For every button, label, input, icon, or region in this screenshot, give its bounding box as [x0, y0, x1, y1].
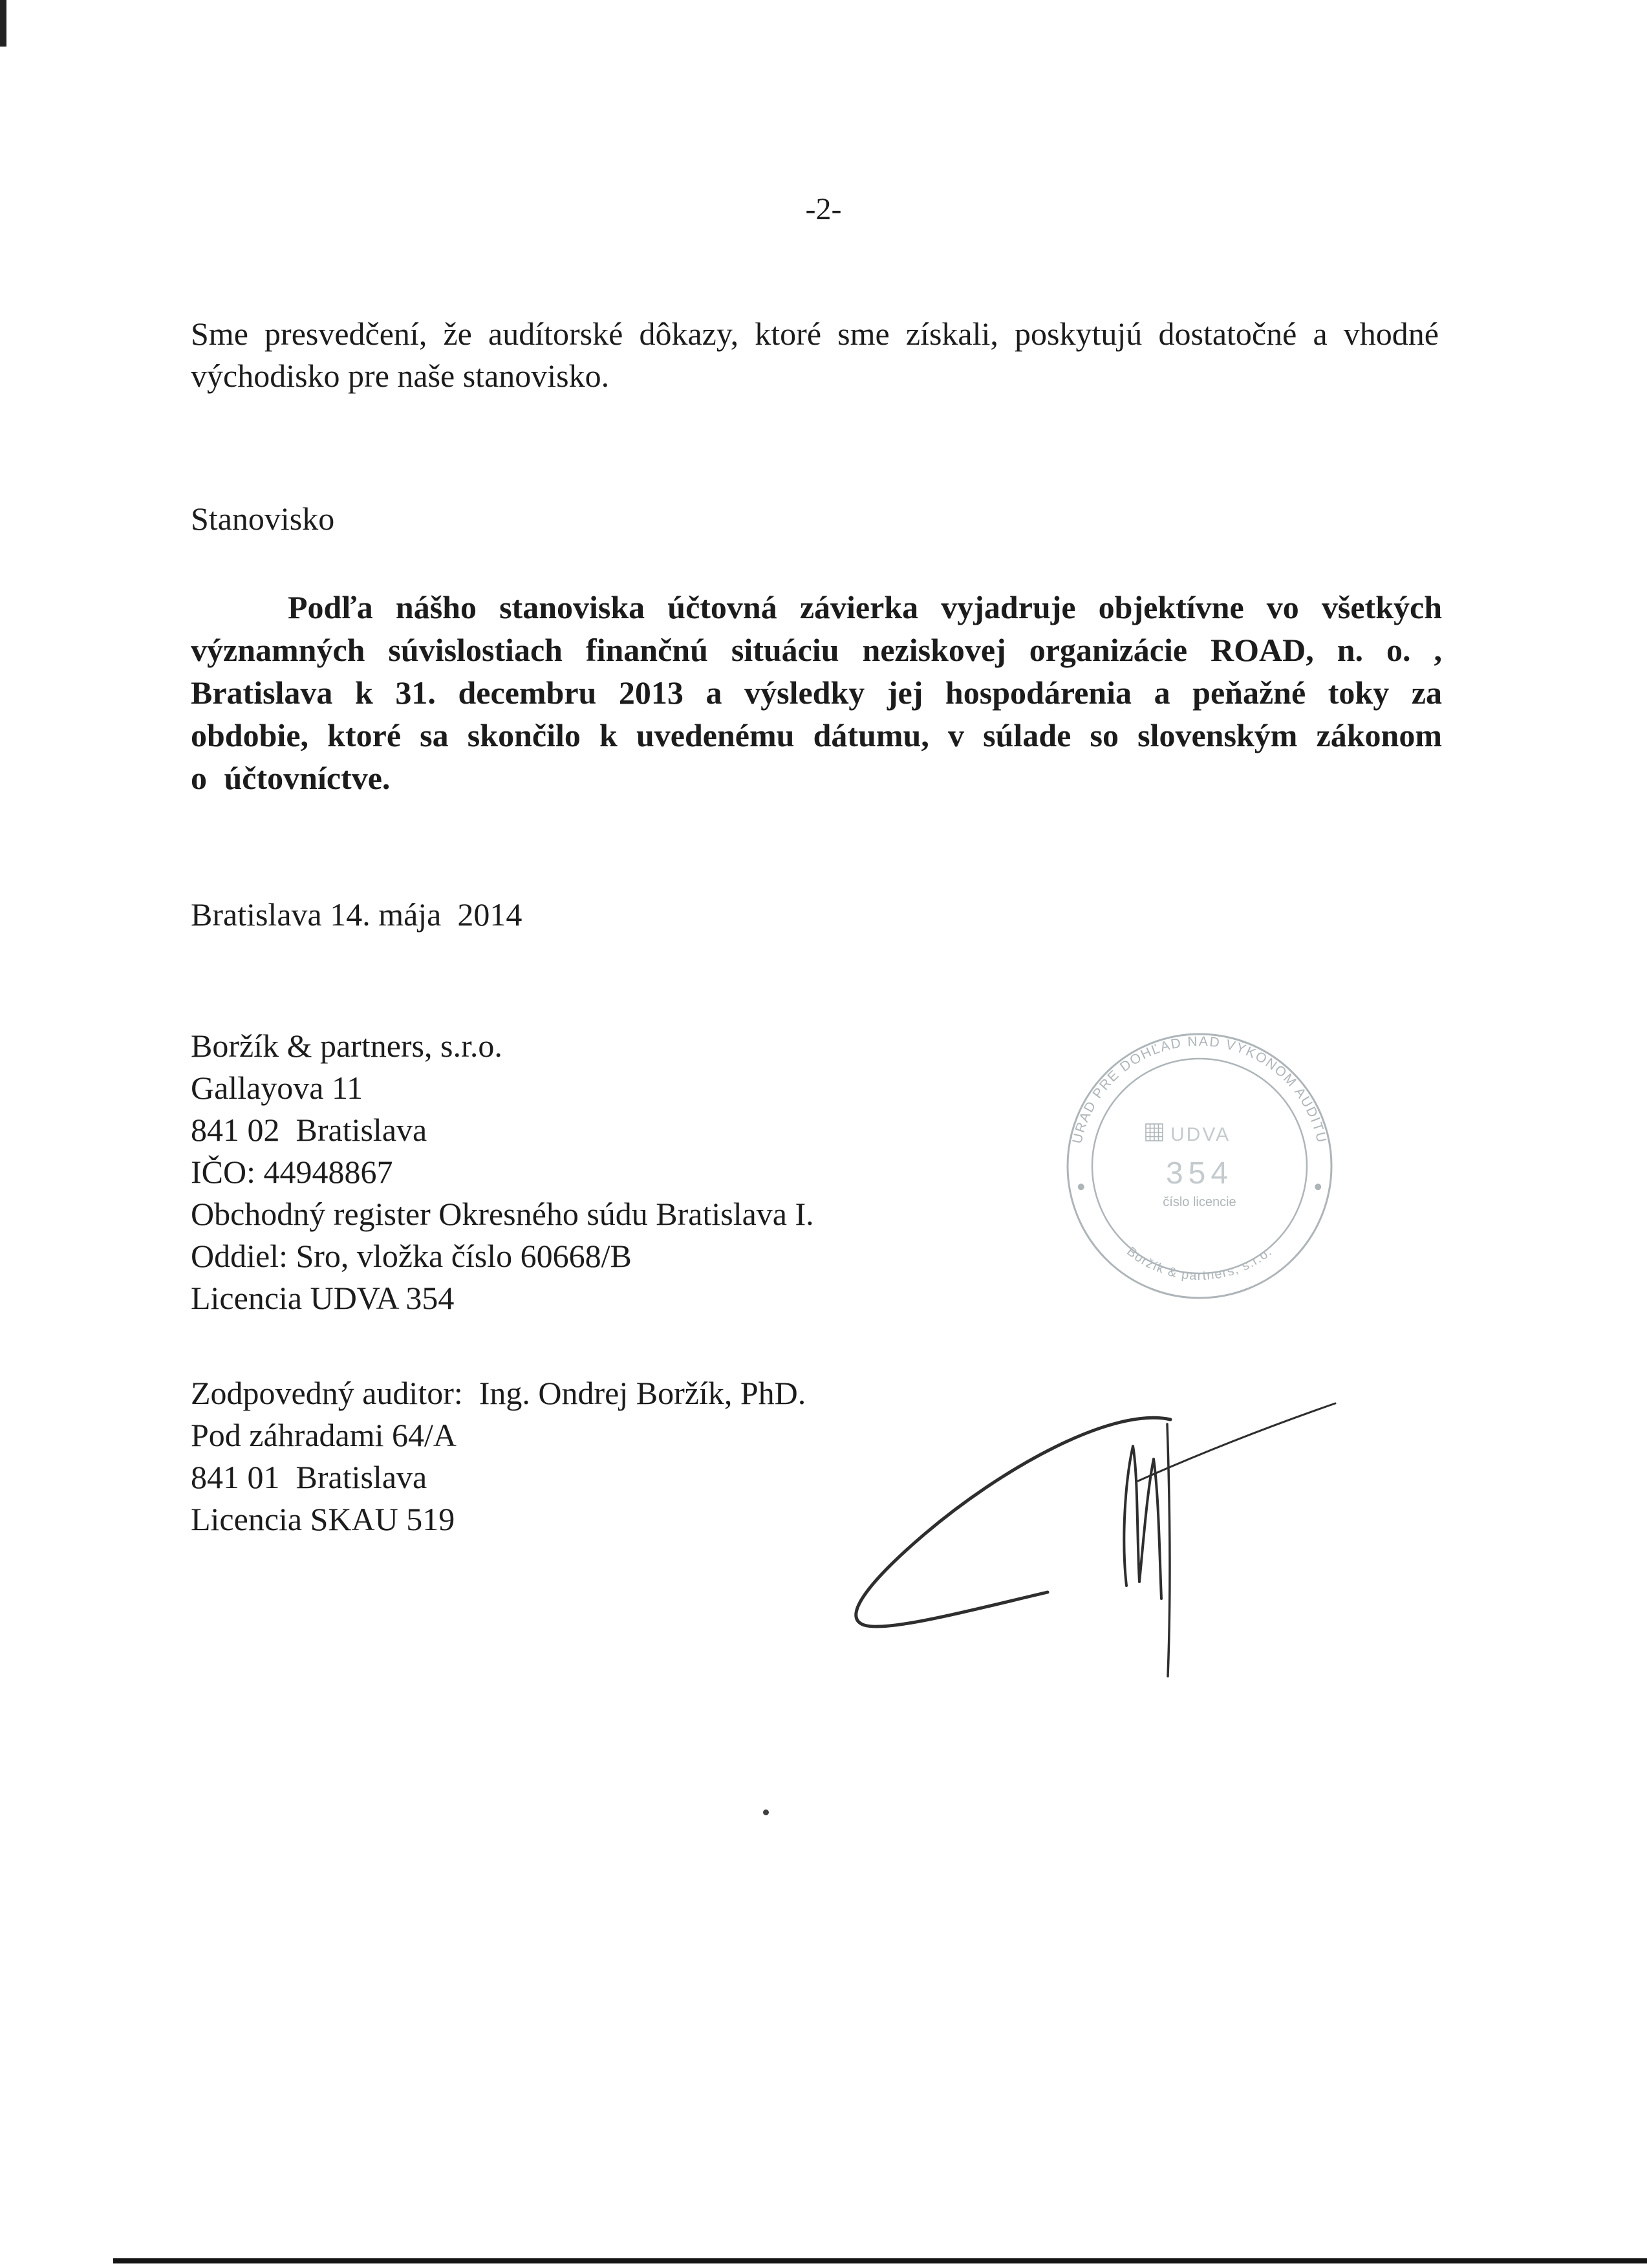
- page-number: -2-: [805, 192, 842, 226]
- auditor-license: Licencia SKAU 519: [191, 1501, 455, 1537]
- stamp-org-abbr: UDVA: [1170, 1124, 1231, 1145]
- stamp-license-label: číslo licencie: [1163, 1195, 1236, 1209]
- udva-license-stamp: [1054, 1021, 1345, 1312]
- scan-dot-artifact: [763, 1809, 769, 1815]
- scan-corner-artifact: [0, 0, 6, 47]
- dateline: Bratislava 14. mája 2014: [191, 896, 522, 933]
- stamp-right-dot: [1315, 1183, 1321, 1190]
- firm-city: 841 02 Bratislava: [191, 1112, 427, 1148]
- signature-zigzag-stroke: [1124, 1446, 1161, 1599]
- scan-bottom-edge-line: [113, 2258, 1647, 2263]
- firm-register: Obchodný register Okresného súdu Bratislava I.: [191, 1196, 814, 1232]
- responsible-auditor-block: [191, 1372, 806, 1540]
- stamp-left-dot: [1078, 1183, 1084, 1190]
- stamp-license-number: 354: [1165, 1156, 1234, 1191]
- udva-logo-icon: [1146, 1124, 1163, 1141]
- signature: [834, 1384, 1339, 1681]
- intro-paragraph: Sme presvedčení, že audítorské dôkazy, ktoré sme získali, poskytujú dostatočné a vhodné východisko pre naše stanovisko.: [191, 316, 1439, 394]
- firm-register-section: Oddiel: Sro, vložka číslo 60668/B: [191, 1238, 632, 1274]
- audit-firm-block: [191, 1025, 814, 1319]
- auditor-street: Pod záhradami 64/A: [191, 1417, 457, 1453]
- signature-vertical-stroke: [1167, 1424, 1170, 1676]
- firm-street: Gallayova 11: [191, 1070, 363, 1106]
- auditor-name-line: Zodpovedný auditor: Ing. Ondrej Boržík, PhD.: [191, 1375, 806, 1411]
- firm-name: Boržík & partners, s.r.o.: [191, 1028, 502, 1064]
- firm-license: Licencia UDVA 354: [191, 1280, 455, 1316]
- auditor-city: 841 01 Bratislava: [191, 1459, 427, 1495]
- stamp-ring-text-bottom: Boržík & partners, s.r.o.: [1124, 1244, 1275, 1284]
- firm-company-id: IČO: 44948867: [191, 1154, 393, 1190]
- stamp-ring-text-top: ÚRAD PRE DOHĽAD NAD VÝKONOM AUDITU: [1070, 1033, 1329, 1145]
- opinion-paragraph: Podľa nášho stanoviska účtovná závierka vyjadruje objektívne vo všetkých významných súvislostiach finančnú situáciu neziskovej organizácie ROAD, n. o. , Bratislava k 31. decembru 2013 a výsledky jej hospodárenia a peňažné toky za obdobie, ktoré sa skončilo k uvedenému dátumu, v súlade so slovenským zákonom o účtovníctve.: [191, 589, 1442, 796]
- opinion-heading: Stanovisko: [191, 501, 335, 537]
